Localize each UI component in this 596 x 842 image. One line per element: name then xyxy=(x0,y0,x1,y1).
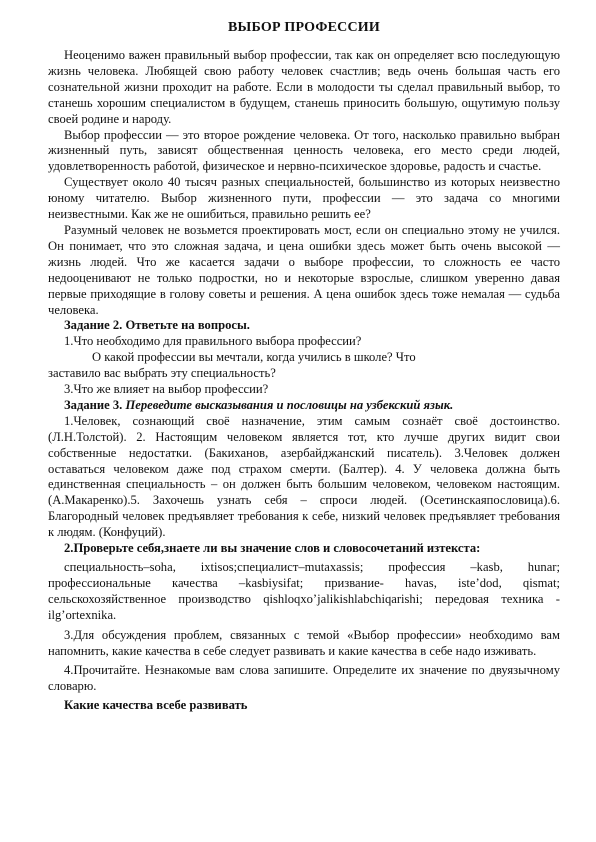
task2-question-2-line2: заставило вас выбрать эту специальность? xyxy=(48,366,276,381)
vocabulary-list: специальность–soha, ixtisos;специалист–mutaxassis; профессия –kasb, hunar; профессиональные качества –kasbiysifat; призвание- havas, iste’dod, qismat; сельскохозяйственное производство qishloqxo’jalikishlabchiqarishi; передовая техника - ilg’ortexnika. xyxy=(48,560,560,622)
task2-question-1: 1.Что необходимо для правильного выбора профессии? xyxy=(64,334,362,349)
task3-heading xyxy=(48,398,560,414)
paragraph-intro: Неоценимо важен правильный выбор профессии, так как он определяет всю последующую жизнь человека. Любящей свою работу человек счастлив; ведь очень большая часть его сознательной жизни проходит на работе. Если в молодости ты сделал правильный выбор, то станешь хорошим специалистом в будущем, станешь приносить большую, ощутимую пользу своей родине и народу. xyxy=(48,48,560,126)
item-4: 4.Прочитайте. Незнакомые вам слова запишите. Определите их значение по двуязычному словарю. xyxy=(48,663,560,694)
paragraph-bridge: Разумный человек не возьмется проектировать мост, если он специально этому не учился. Он понимает, что это сложная задача, и цена ошибки здесь может быть очень высокой — жизнь людей. Что же касается задачи о выборе профессии, то сложность ее часто недооценивают не только подростки, но и некоторые взрослые, слишком уверенно давая первые приходящие в голову советы и решения. А цена ошибок здесь тоже немалая — судьба человека. xyxy=(48,222,560,317)
task3-heading-label: Задание 3. xyxy=(64,397,123,412)
check-heading: 2.Проверьте себя,знаете ли вы значение слов и словосочетаний изтекста: xyxy=(64,541,481,556)
task3-heading-instruction: Переведите высказывания и пословицы на узбекский язык. xyxy=(125,397,454,412)
task3-quotes: 1.Человек, сознающий своё назначение, этим самым сознаёт своё достоинство. (Л.Н.Толстой). 2. Настоящим человеком является тот, кто лучше других видит свои собственные недостатки. (Бакиханов, азербайджанский писатель). 3.Человек должен оставаться человеком даже под страхом смерти. (Балтер). 4. У человека должна быть единственная специальность – он должен быть большим человеком, человеком настоящим. (А.Макаренко).5. Захочешь узнать себя – спроси людей. (Осетинскаяпословица).6. Благородный человек предъявляет требования к себе, низкий человек предъявляет требования к людям. (Конфуций). xyxy=(48,413,560,540)
task2-question-3: 3.Что же влияет на выбор профессии? xyxy=(64,382,269,397)
page-title: ВЫБОР ПРОФЕССИИ xyxy=(228,20,380,35)
final-heading: Какие качества всебе развивать xyxy=(64,698,248,713)
document-page xyxy=(48,20,560,714)
task2-question-2-line1: О какой профессии вы мечтали, когда учились в школе? Что xyxy=(92,350,416,365)
item-3: 3.Для обсуждения проблем, связанных с темой «Выбор профессии» необходимо вам напомнить, какие качества в себе следует развивать и какие качества в себе надо изживать. xyxy=(48,627,560,658)
task2-heading: Задание 2. Ответьте на вопросы. xyxy=(64,318,250,333)
paragraph-second-birth: Выбор профессии — это второе рождение человека. От того, насколько правильно выбран жизненный путь, зависят общественная ценность человека, его место среди людей, удовлетворенность работой, физическое и нервно-психическое здоровье, радость и счастье. xyxy=(48,127,560,174)
paragraph-specialties: Существует около 40 тысяч разных специальностей, большинство из которых неизвестно юному читателю. Выбор жизненного пути, профессии — это задача со многими неизвестными. Как же не ошибиться, правильно решить ее? xyxy=(48,175,560,222)
